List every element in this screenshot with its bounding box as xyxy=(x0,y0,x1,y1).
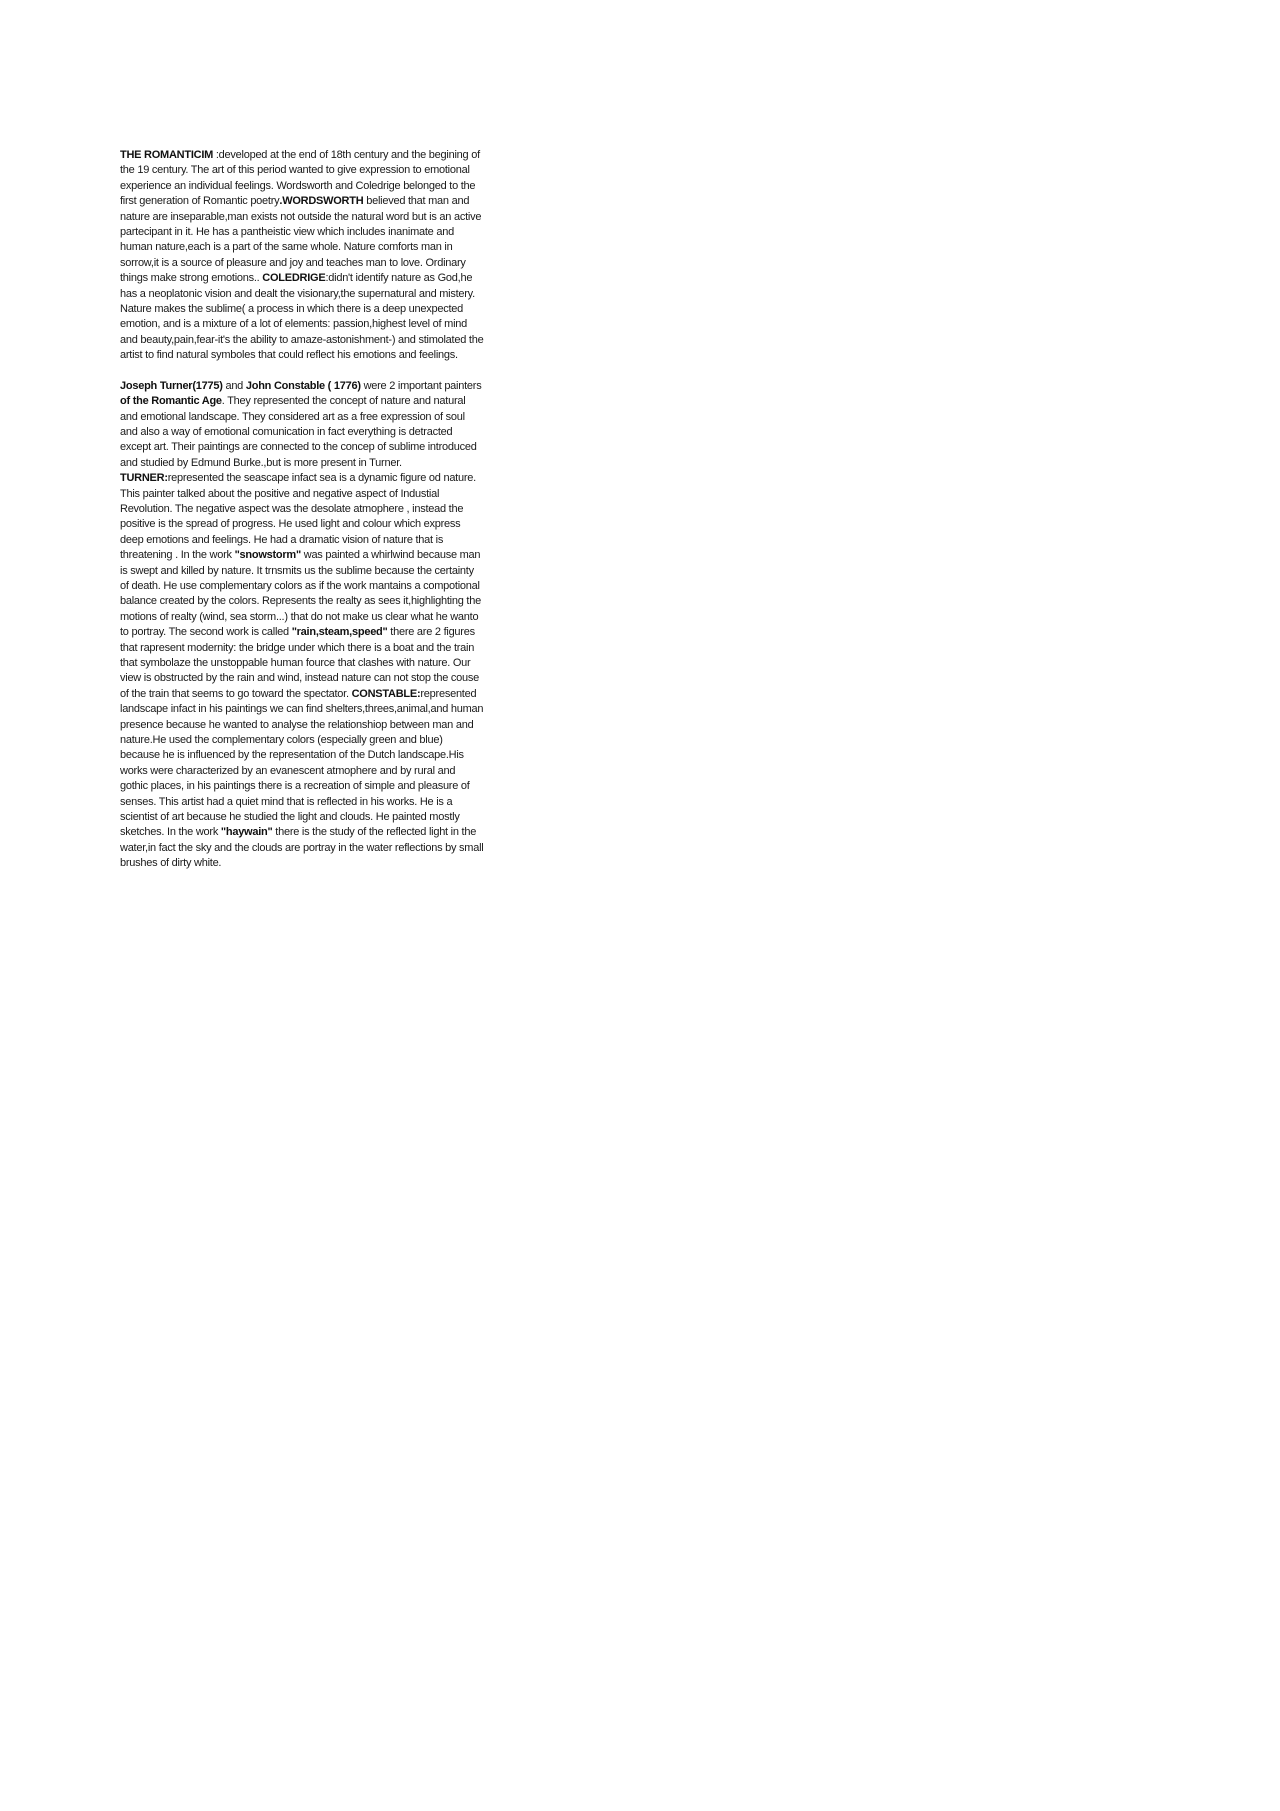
text-span: believed that man and nature are inseparable,man exists not outside the natural word but is an active partecipant in it. He has a pantheistic view which includes inanimate and human nature,each is a part of the same whole. Nature comforts man in sorrow,it is a source of pleasure and joy and teaches man to love. Ordinary things make strong emotions.. xyxy=(120,195,482,285)
text-span: :developed at the end of 18th century and the begining of the 19 century. The art of this period wanted to give expression to emotional experience an individual feelings. Wordsworth and Coledrige belonged to the first generation of Romantic poetry xyxy=(120,149,480,208)
text-span: represented the seascape infact sea is a dynamic figure od nature. This painter talked about the positive and negative aspect of Industial Revolution. The negative aspect was the desolate atmophere , instead the positive is the spread of progress. He used light and colour which express deep emotions and feelings. He had a dramatic vision of nature that is threatening . In the work xyxy=(120,472,476,562)
text-span: . They represented the concept of nature and natural and emotional landscape. They considered art as a free expression of soul and also a way of emotional comunication in fact everything is detracted except art. Their paintings are connected to the concep of sublime introduced and studied by Edmund Burke.,but is more present in Turner. xyxy=(120,395,477,469)
name-turner: Joseph Turner(1775) xyxy=(120,379,223,392)
text-span: there is the study of the reflected light in the water,in fact the sky and the clouds are portray in the water reflections by small brushes of dirty white. xyxy=(120,826,484,870)
work-title-snowstorm: "snowstorm" xyxy=(234,549,301,562)
romantic-age-label: of the Romantic Age xyxy=(120,395,222,408)
text-span: were 2 important painters xyxy=(360,379,482,392)
text-span: and xyxy=(222,379,246,392)
text-span: was painted a whirlwind because man is swept and killed by nature. It trnsmits us the sublime because the certainty of death. He use complementary colors as if the work mantains a compotional balance created by the colors. Represents the realty as sees it,highlighting the motions of realty (wind, sea storm...) that do not make us clear what he wanto to portray. The second work is called xyxy=(120,549,481,639)
document-body xyxy=(120,148,485,872)
work-title-rain-steam-speed: "rain,steam,speed" xyxy=(291,626,388,639)
heading-constable: CONSTABLE: xyxy=(351,687,421,700)
name-constable: John Constable ( 1776) xyxy=(245,379,361,392)
paragraph-romanticism xyxy=(120,148,485,364)
text-span: there are 2 figures that rapresent modernity: the bridge under which there is a boat and the train that symbolaze the unstoppable human fource that clashes with nature. Our view is obstructed by the rain and wind, instead nature can not stop the couse of the train that seems to go toward the spectator. xyxy=(120,626,480,700)
heading-turner: TURNER: xyxy=(120,472,168,485)
heading-wordsworth: .WORDSWORTH xyxy=(279,195,364,208)
text-span: :didn't identify nature as God,he has a neoplatonic vision and dealt the visionary,the supernatural and mistery. Nature makes the sublime( a process in which there is a deep unexpected emotion, and is a mixture of a lot of elements: passion,highest level of mind and beauty,pain,fear-it's the ability to amaze-astonishment-) and stimolated the artist to find natural symboles that could reflect his emotions and feelings. xyxy=(120,272,484,362)
heading-romanticism: THE ROMANTICIM xyxy=(120,149,214,161)
work-title-haywain: "haywain" xyxy=(220,826,273,839)
text-span: represented landscape infact in his paintings we can find shelters,threes,animal,and human presence because he wanted to analyse the relationshiop between man and nature.He used the complementary colors (especially green and blue) because he is influenced by the representation of the Dutch landscape.His works were characterized by an evanescent atmophere and by rural and gothic places, in his paintings there is a recreation of simple and pleasure of senses. This artist had a quiet mind that is reflected in his works. He is a scientist of art because he studied the light and clouds. He painted mostly sketches. In the work xyxy=(120,687,484,839)
heading-coledrige: COLEDRIGE xyxy=(262,272,326,285)
paragraph-painters xyxy=(120,379,485,872)
